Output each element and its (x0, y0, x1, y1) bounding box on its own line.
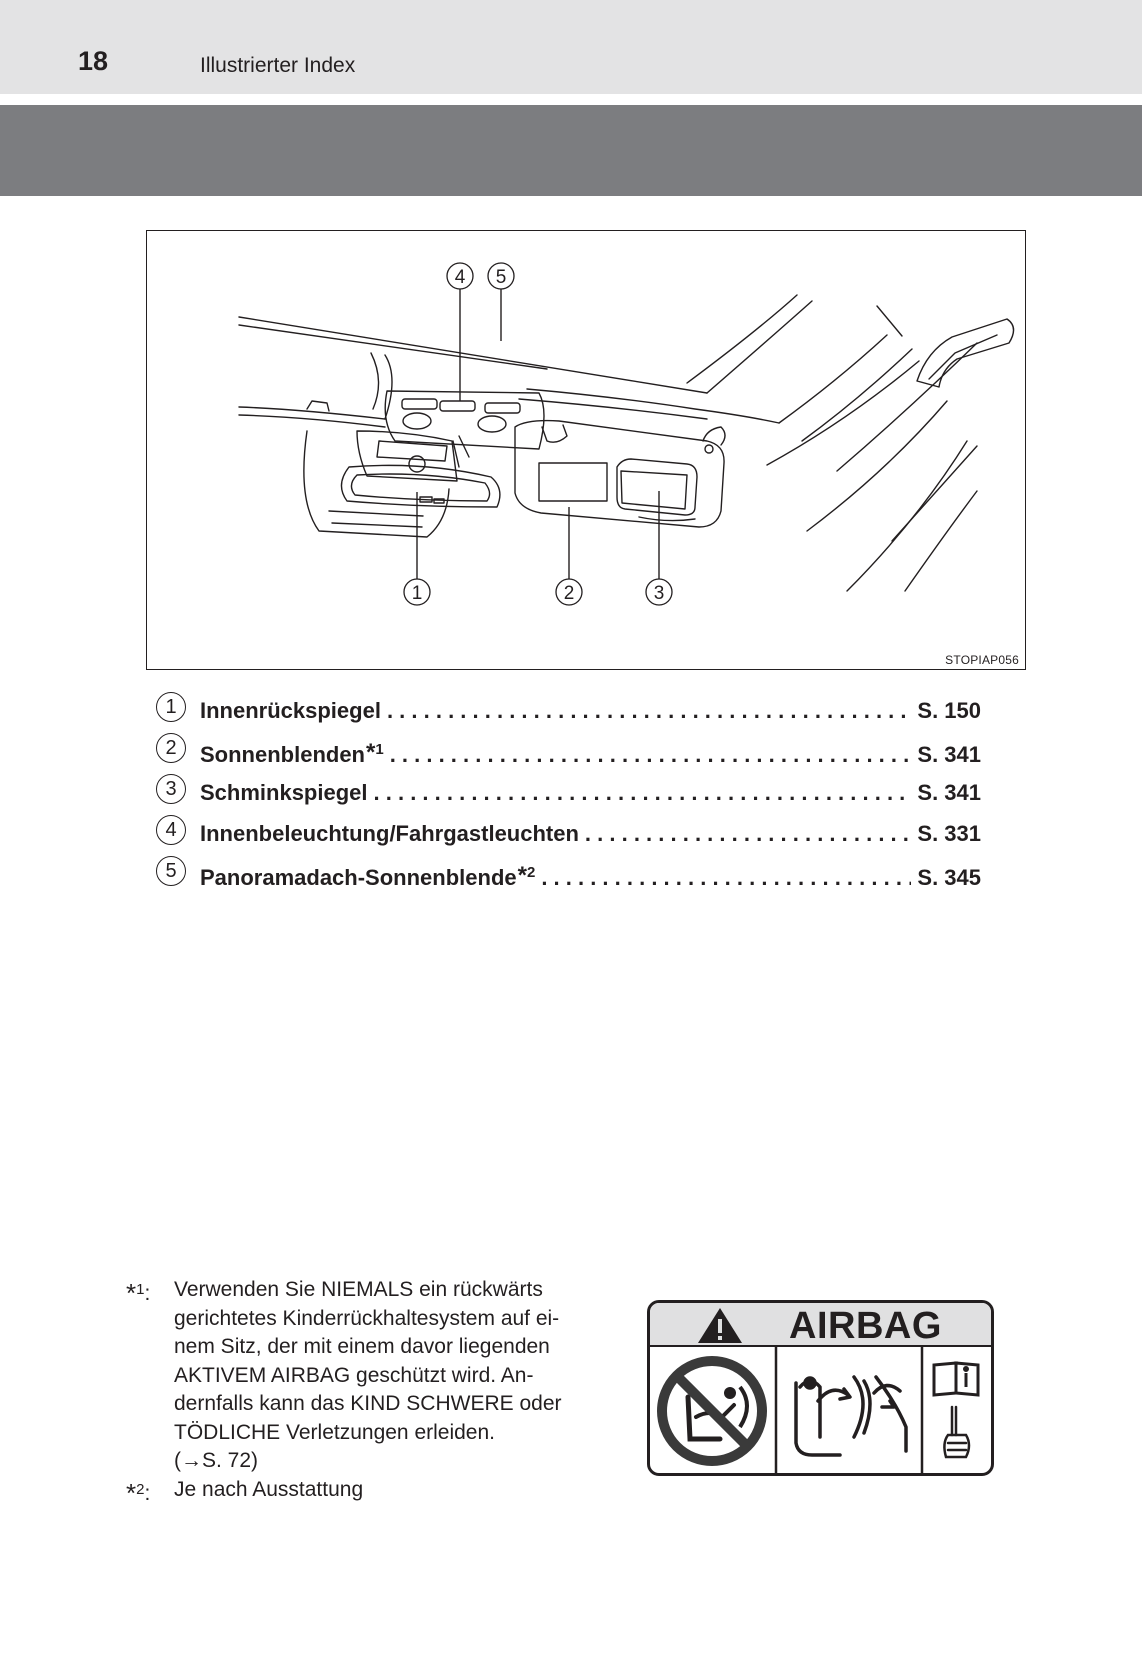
footnote-line: gerichtetes Kinderrückhaltesystem auf ei- (174, 1306, 560, 1330)
airbag-label-header (650, 1303, 991, 1347)
warning-triangle-icon (690, 1303, 750, 1347)
item-number: 5 (156, 856, 186, 886)
section-band (0, 105, 1142, 196)
svg-text:4: 4 (454, 267, 466, 288)
leader-dots (541, 865, 911, 891)
page-reference[interactable]: S. 341 (917, 780, 981, 805)
footnote-1 (126, 1276, 606, 1476)
footnote-2 (126, 1476, 606, 1508)
svg-text:5: 5 (495, 267, 507, 288)
svg-text:1: 1 (411, 583, 423, 604)
item-number: 3 (156, 774, 186, 804)
callout-leaders (417, 289, 659, 579)
section-title: Illustrierter Index (200, 54, 356, 77)
index-item (156, 733, 981, 774)
overhead-console-drawing (147, 231, 1027, 671)
page-number: 18 (78, 46, 109, 76)
callout-2 (556, 579, 582, 605)
index-item (156, 692, 981, 733)
figure-code: STOPIAP056 (945, 653, 1019, 667)
airbag-title: AIRBAG (789, 1305, 942, 1347)
svg-text:3: 3 (653, 583, 665, 604)
leader-dots (374, 780, 912, 806)
footnote-line: AKTIVEM AIRBAG geschützt wird. An- (174, 1363, 534, 1387)
page-reference[interactable]: S. 345 (917, 865, 981, 890)
footnote-line: dernfalls kann das KIND SCHWERE oder (174, 1392, 562, 1415)
leader-dots (390, 742, 912, 768)
airbag-warning-label (647, 1300, 994, 1476)
footnote-line: nem Sitz, der mit einem davor liegenden (174, 1335, 550, 1358)
footnote-ref: *1 (366, 739, 384, 766)
item-label: Panoramadach-Sonnenblende$^{*2}$ (200, 862, 536, 890)
no-rear-facing-child-seat-icon (662, 1361, 762, 1461)
item-number: 4 (156, 815, 186, 845)
airbag-pictograms (650, 1347, 994, 1476)
callout-4 (447, 263, 473, 289)
footnote-line: Verwenden Sie NIEMALS ein rückwärts (174, 1278, 543, 1301)
index-item (156, 856, 981, 897)
index-list (156, 692, 981, 897)
index-item (156, 774, 981, 815)
finger-pointing-icon (944, 1407, 969, 1457)
footnote-line: TÖDLICHE Verletzungen erleiden. (174, 1420, 495, 1444)
callout-3 (646, 579, 672, 605)
leader-dots (585, 821, 911, 847)
leader-dots (387, 698, 911, 724)
airbag-deploy-icon (796, 1377, 906, 1455)
callout-5 (488, 263, 514, 289)
header-band (0, 0, 1142, 94)
item-number: 1 (156, 692, 186, 722)
footnote-ref: *2 (517, 862, 536, 889)
item-label: Innenbeleuchtung/Fahrgastleuchten (200, 821, 579, 846)
page-reference[interactable]: S. 341 (917, 742, 981, 767)
footnote-line[interactable]: (→S. 72) (174, 1449, 259, 1472)
footnotes (126, 1276, 606, 1508)
svg-text:2: 2 (563, 583, 575, 604)
item-label: Sonnenblenden$^{*1}$ (200, 739, 384, 767)
footnote-mark: *$^2$: (126, 1477, 151, 1508)
interior-illustration (146, 230, 1026, 670)
item-number: 2 (156, 733, 186, 763)
item-label: Schminkspiegel (200, 780, 368, 805)
page-reference[interactable]: S. 331 (917, 821, 981, 846)
manual-book-icon (934, 1363, 978, 1395)
item-label: Innenrückspiegel (200, 698, 381, 723)
footnote-line: Je nach Ausstattung (174, 1477, 364, 1501)
footnote-mark: *$^1$: (126, 1278, 151, 1308)
page-reference[interactable]: S. 150 (917, 698, 981, 723)
callout-1 (404, 579, 430, 605)
index-item (156, 815, 981, 856)
